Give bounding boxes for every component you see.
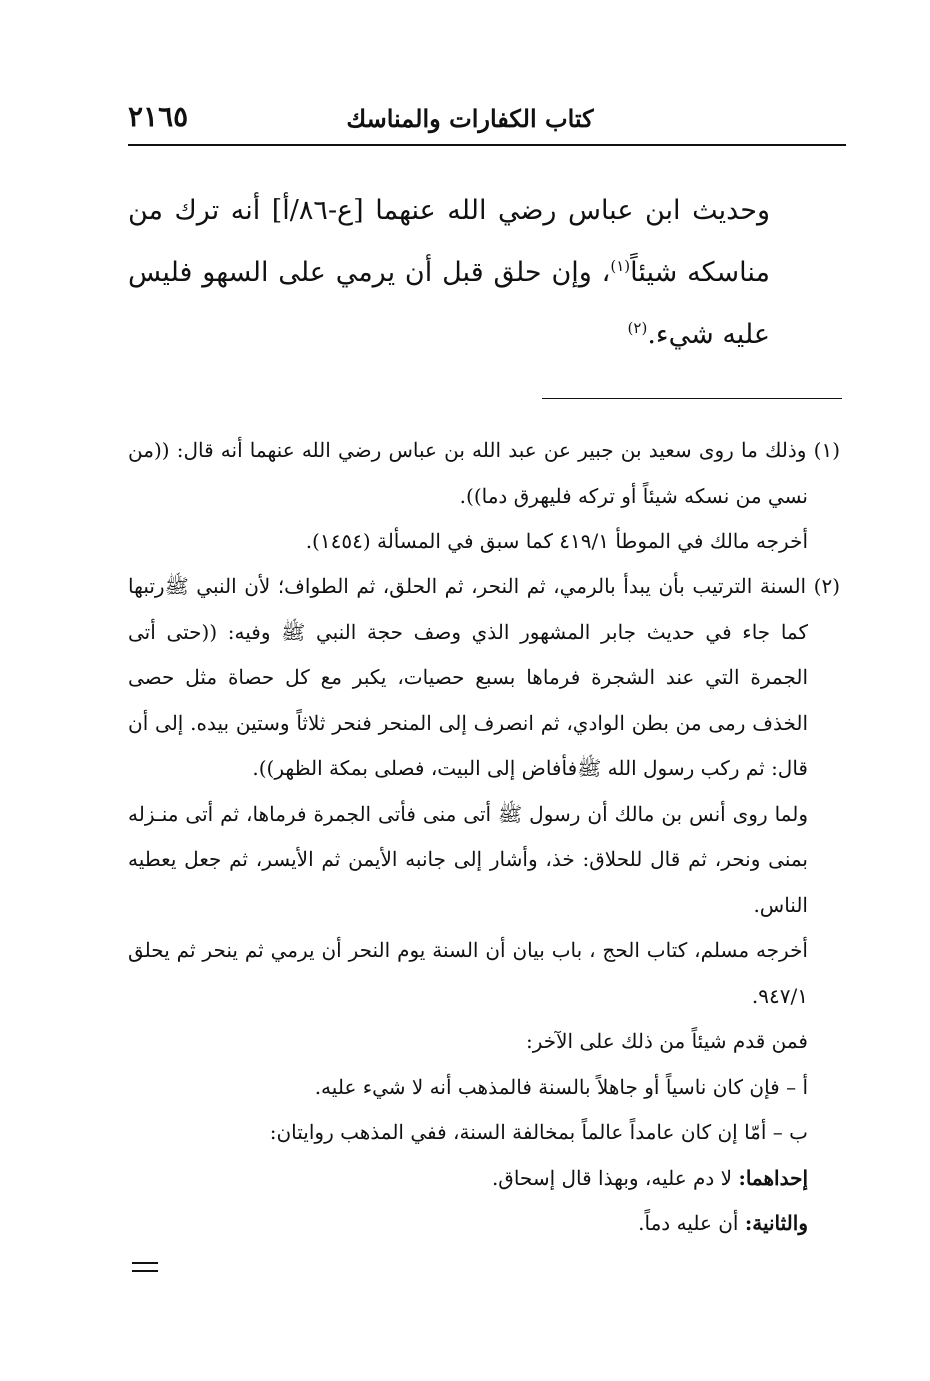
footnote-2 (128, 564, 840, 1247)
footnote-2-case-a: أ – فإن كان ناسياً أو جاهلاً بالسنة فالمذهب أنه لا شيء عليه. (314, 1074, 808, 1099)
footnote-ref-1: (١) (610, 257, 631, 275)
main-paragraph (128, 180, 770, 366)
main-text (128, 180, 770, 366)
header-rule (128, 144, 846, 146)
footnote-ref-2: (٢) (627, 319, 648, 337)
footnote-separator (542, 398, 842, 399)
footnote-1 (128, 428, 840, 565)
main-text-part2: ، وإن حلق قبل أن يرمي على السهو فليس عليه شيء. (128, 257, 770, 350)
continuation-mark (132, 1262, 158, 1273)
footnote-2-riwaya-1 (128, 1156, 840, 1202)
riwaya-1-label: إحداهما: (738, 1165, 808, 1190)
footnote-1-source: أخرجه مالك في الموطأ ٤١٩/١ كما سبق في المسألة (١٤٥٤). (305, 529, 808, 553)
footnote-2-anas: ولما روى أنس بن مالك أن رسول ﷺ أتى منى فأتى الجمرة فرماها، ثم أتى منـزله بمنى ونحر، ثم قال للحلاق: خذ، وأشار إلى جانبه الأيمن ثم الأيسر، ثم جعل يعطيه الناس. (128, 801, 808, 917)
footnote-2-intro: فمن قدم شيئاً من ذلك على الآخر: (526, 1029, 808, 1053)
main-text-part1: وحديث ابن عباس رضي الله عنهما [ع-٨٦/أ] أنه ترك من مناسكه شيئاً (128, 195, 770, 288)
riwaya-1-text: لا دم عليه، وبهذا قال إسحاق. (491, 1165, 739, 1190)
riwaya-2-label: والثانية: (744, 1211, 808, 1235)
riwaya-2-text: أن عليه دماً. (638, 1211, 745, 1235)
footnote-2-source: أخرجه مسلم، كتاب الحج ، باب بيان أن السنة يوم النحر أن يرمي ثم ينحر ثم يحلق ٩٤٧/١. (128, 938, 808, 1008)
running-header-title: كتاب الكفارات والمناسك (346, 104, 594, 133)
footnote-2-riwaya-2 (128, 1201, 840, 1247)
page-number: ٢١٦٥ (128, 100, 189, 133)
footnote-2-text: (٢) السنة الترتيب بأن يبدأ بالرمي، ثم النحر، ثم الحلق، ثم الطواف؛ لأن النبي ﷺرتبها كما جاء في حديث جابر المشهور الذي وصف حجة النبي ﷺ وفيه: ((حتى أتى الجمرة التي عند الشجرة فرماها بسبع حصيات، يكبر مع كل حصاة مثل حصى الخذف رمى من بطن الوادي، ثم انصرف إلى المنحر فنحر ثلاثاً وستين بيده. إلى أن قال: ثم ركب رسول الله ﷺفأفاض إلى البيت، فصلى بمكة الظهر)). (128, 574, 840, 780)
footnote-1-text: (١) وذلك ما روى سعيد بن جبير عن عبد الله بن عباس رضي الله عنهما أنه قال: ((من نسي من نسكه شيئاً أو تركه فليهرق دما)). (128, 438, 840, 508)
footnote-2-case-b: ب – أمّا إن كان عامداً عالماً بمخالفة السنة، ففي المذهب روايتان: (269, 1120, 808, 1144)
